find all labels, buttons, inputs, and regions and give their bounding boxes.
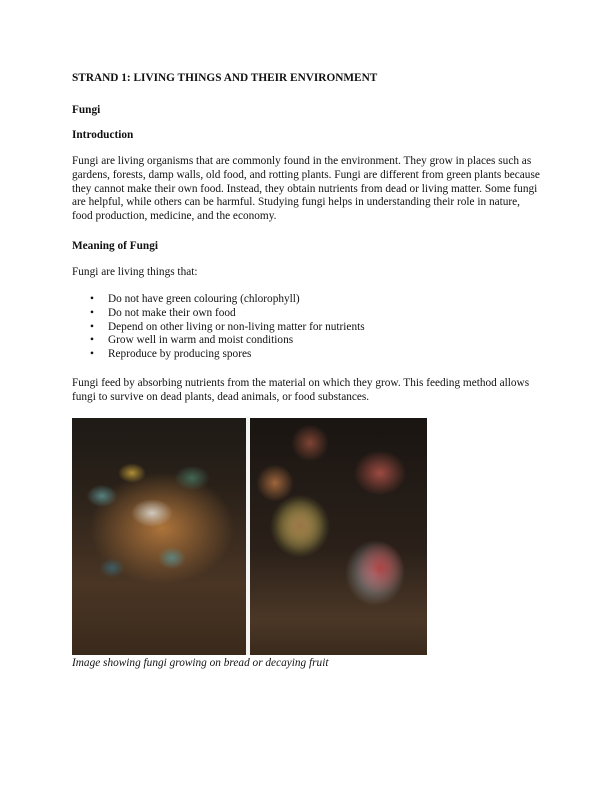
meaning-lead: Fungi are living things that: <box>72 266 198 278</box>
introduction-heading: Introduction <box>72 129 134 141</box>
characteristics-list <box>72 293 365 362</box>
list-item: • Do not have green colouring (chlorophyll) <box>90 293 300 305</box>
bullet-icon: • <box>90 306 94 319</box>
meaning-heading: Meaning of Fungi <box>72 240 158 252</box>
bullet-icon: • <box>90 348 94 361</box>
introduction-paragraph: Fungi are living organisms that are commonly found in the environment. They grow in places such as gardens, forests, damp walls, old food, and rotting plants. Fungi are different from green plants because they cannot make their own food. Instead, they obtain nutrients from dead or living matter. Some fungi are helpful, while others can be harmful. Studying fungi helps in understanding their role in nature, food production, medicine, and the economy. <box>72 155 540 223</box>
fungi-figure <box>72 418 427 655</box>
bullet-icon: • <box>90 334 94 347</box>
list-item: • Do not make their own food <box>90 306 236 319</box>
strand-title: STRAND 1: LIVING THINGS AND THEIR ENVIRONMENT <box>72 72 378 84</box>
topic-title: Fungi <box>72 104 101 116</box>
bullet-icon: • <box>90 320 94 333</box>
mouldy-bread-image <box>72 418 246 655</box>
mouldy-fruit-image <box>250 418 427 655</box>
list-item: • Depend on other living or non-living matter for nutrients <box>90 320 365 333</box>
list-item: • Grow well in warm and moist conditions <box>90 334 294 347</box>
list-item: • Reproduce by producing spores <box>90 348 252 361</box>
feeding-paragraph: Fungi feed by absorbing nutrients from the material on which they grow. This feeding method allows fungi to survive on dead plants, dead animals, or food substances. <box>72 377 530 403</box>
bullet-icon: • <box>90 293 94 305</box>
figure-caption: Image showing fungi growing on bread or decaying fruit <box>72 657 329 669</box>
